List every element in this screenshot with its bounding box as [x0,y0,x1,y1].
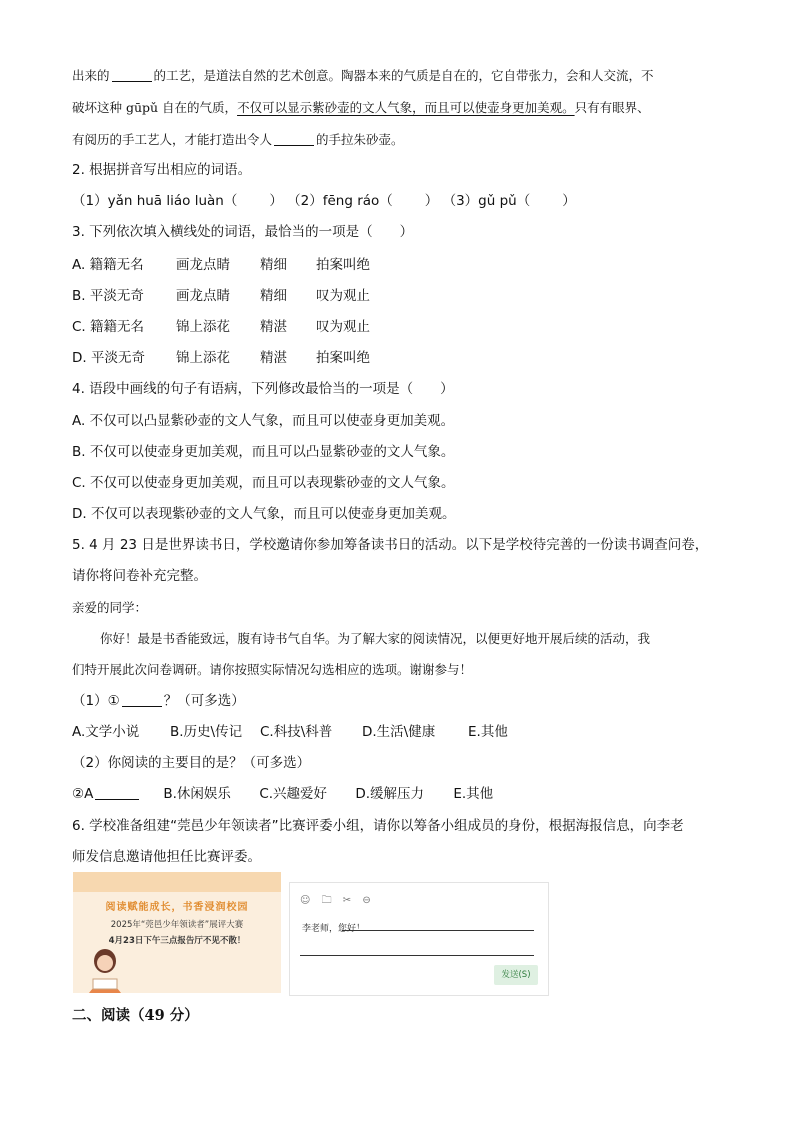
q3-option-a [72,255,732,275]
q5-option: C.科技\科普 [260,724,333,740]
chat-write-line-1[interactable] [342,930,534,931]
blank-q5-1 [122,692,162,707]
q5-sub1 [72,691,732,711]
q3-opt-word: B. 平淡无奇 [72,288,144,304]
q2-item-2-close: ） [424,193,439,209]
q3-option-d [72,348,732,368]
q6-title-line-2: 师发信息邀请他担任比赛评委。 [72,849,261,865]
q6-title-line-1: 6. 学校准备组建“莞邑少年领读者”比赛评委小组，请你以筹备小组成员的身份，根据海报信息，向李老 [72,818,684,834]
passage-line-2 [72,98,732,118]
q3-opt-word: 叹为观止 [316,288,370,304]
poster-event-name: 2025年“莞邑少年领读者”展评大赛 [110,920,244,930]
q2-items [72,191,732,211]
q2-title: 2. 根据拼音写出相应的词语。 [72,162,252,178]
passage-line-1 [72,66,732,86]
q5-option: D.生活\健康 [362,724,436,740]
q5-option: B.历史\传记 [170,724,243,740]
q5-option: E.其他 [468,724,508,740]
q2-item-3-close: ） [562,193,576,209]
passage-line-3 [72,130,732,150]
q5-sub1-options [72,722,732,742]
section-2-heading: 二、阅读（49 分） [72,1007,199,1024]
event-poster [73,872,281,993]
q3-opt-word: 锦上添花 [176,319,230,335]
q3-opt-word: 叹为观止 [316,319,370,335]
q5-title-line-1: 5. 4 月 23 日是世界读书日，学校邀请你参加筹备读书日的活动。以下是学校待完善的一份读书调查问卷， [72,537,709,553]
survey-letter-line-1: 你好！最是书香能致远，腹有诗书气自华。为了解大家的阅读情况，以便更好地开展后续的活动，我 [100,631,651,646]
passage-text: 只有有眼界、 [574,100,650,115]
passage-text: 的工艺，是道法自然的艺术创意。陶器本来的气质是自在的，它自带张力，会和人交流，不 [153,68,654,83]
q5-option: D.缓解压力 [355,786,425,802]
q3-title: 3. 下列依次填入横线处的词语，最恰当的一项是（ ） [72,224,414,240]
q3-opt-word: 画龙点睛 [176,288,230,304]
q3-opt-word: 精细 [260,257,287,273]
q4-option-b: B. 不仅可以使壶身更加美观，而且可以凸显紫砂壶的文人气象。 [72,444,455,460]
q3-opt-word: 拍案叫绝 [316,350,370,366]
q2-item-2: （2）fēng ráo（ [287,193,393,209]
blank-1 [112,67,152,82]
q5-option: ②A [72,786,94,802]
q3-opt-word: 画龙点睛 [176,257,230,273]
q3-opt-word: 精细 [260,288,287,304]
passage-text: 出来的 [72,68,110,83]
q5-sub1-text: ？（可多选） [163,693,245,709]
q3-opt-word: C. 籍籍无名 [72,319,145,335]
reading-girl-illustration [75,943,135,993]
q4-option-d: D. 不仅可以表现紫砂壶的文人气象，而且可以使壶身更加美观。 [72,506,456,522]
poster-time: 4月23日下午三点报告厅不见不散！ [108,936,246,946]
passage-text: 有阅历的手工艺人，才能打造出令人 [72,132,273,147]
q5-option: E.其他 [453,786,494,802]
q4-option-a: A. 不仅可以凸显紫砂壶的文人气象，而且可以使壶身更加美观。 [72,413,455,429]
message-window [289,882,549,996]
passage-text: 的手拉朱砂壶。 [316,132,404,147]
q3-opt-word: 精湛 [260,350,287,366]
survey-salutation: 亲爱的同学： [72,600,148,615]
q3-opt-word: A. 籍籍无名 [72,257,144,273]
q5-sub1-label: （1）① [72,693,120,709]
q5-title-line-2: 请你将问卷补充完整。 [72,568,207,584]
q3-opt-word: 拍案叫绝 [316,257,370,273]
underlined-sentence: 不仅可以显示紫砂壶的文人气象，而且可以使壶身更加美观。 [237,100,575,115]
survey-letter-line-2: 们特开展此次问卷调研。请你按照实际情况勾选相应的选项。谢谢参与！ [72,662,473,677]
q3-opt-word: 精湛 [260,319,287,335]
q5-option: C.兴趣爱好 [259,786,328,802]
q3-option-c [72,317,732,337]
q2-item-3: （3）gǔ pǔ（ [442,193,531,209]
chat-toolbar-icons[interactable]: ☺ 🗀 ✂ ⊖ [300,895,375,906]
q3-option-b [72,286,732,306]
q3-opt-word: D. 平淡无奇 [72,350,145,366]
passage-text: 破坏这种 gūpǔ 自在的气质， [72,100,238,115]
blank-2 [274,131,314,146]
poster-band [73,872,281,892]
q2-item-1-close: ） [269,193,283,209]
chat-greeting: 李老师，您好！ [302,924,366,934]
poster-slogan: 阅读赋能成长，书香浸润校园 [105,902,249,913]
q3-opt-word: 锦上添花 [176,350,230,366]
q5-option: B.休闲娱乐 [163,786,231,802]
q5-sub2-options [72,784,732,804]
q5-option: A.文学小说 [72,724,140,740]
chat-write-line-2[interactable] [300,955,534,956]
send-button[interactable]: 发送(S) [494,965,538,985]
blank-q5-2 [95,785,139,800]
q4-option-c: C. 不仅可以使壶身更加美观，而且可以表现紫砂壶的文人气象。 [72,475,455,491]
q4-title: 4. 语段中画线的句子有语病，下列修改最恰当的一项是（ ） [72,381,454,397]
q2-item-1: （1）yǎn huā liáo luàn（ [72,193,238,209]
q5-sub2: （2）你阅读的主要目的是？（可多选） [72,755,311,771]
